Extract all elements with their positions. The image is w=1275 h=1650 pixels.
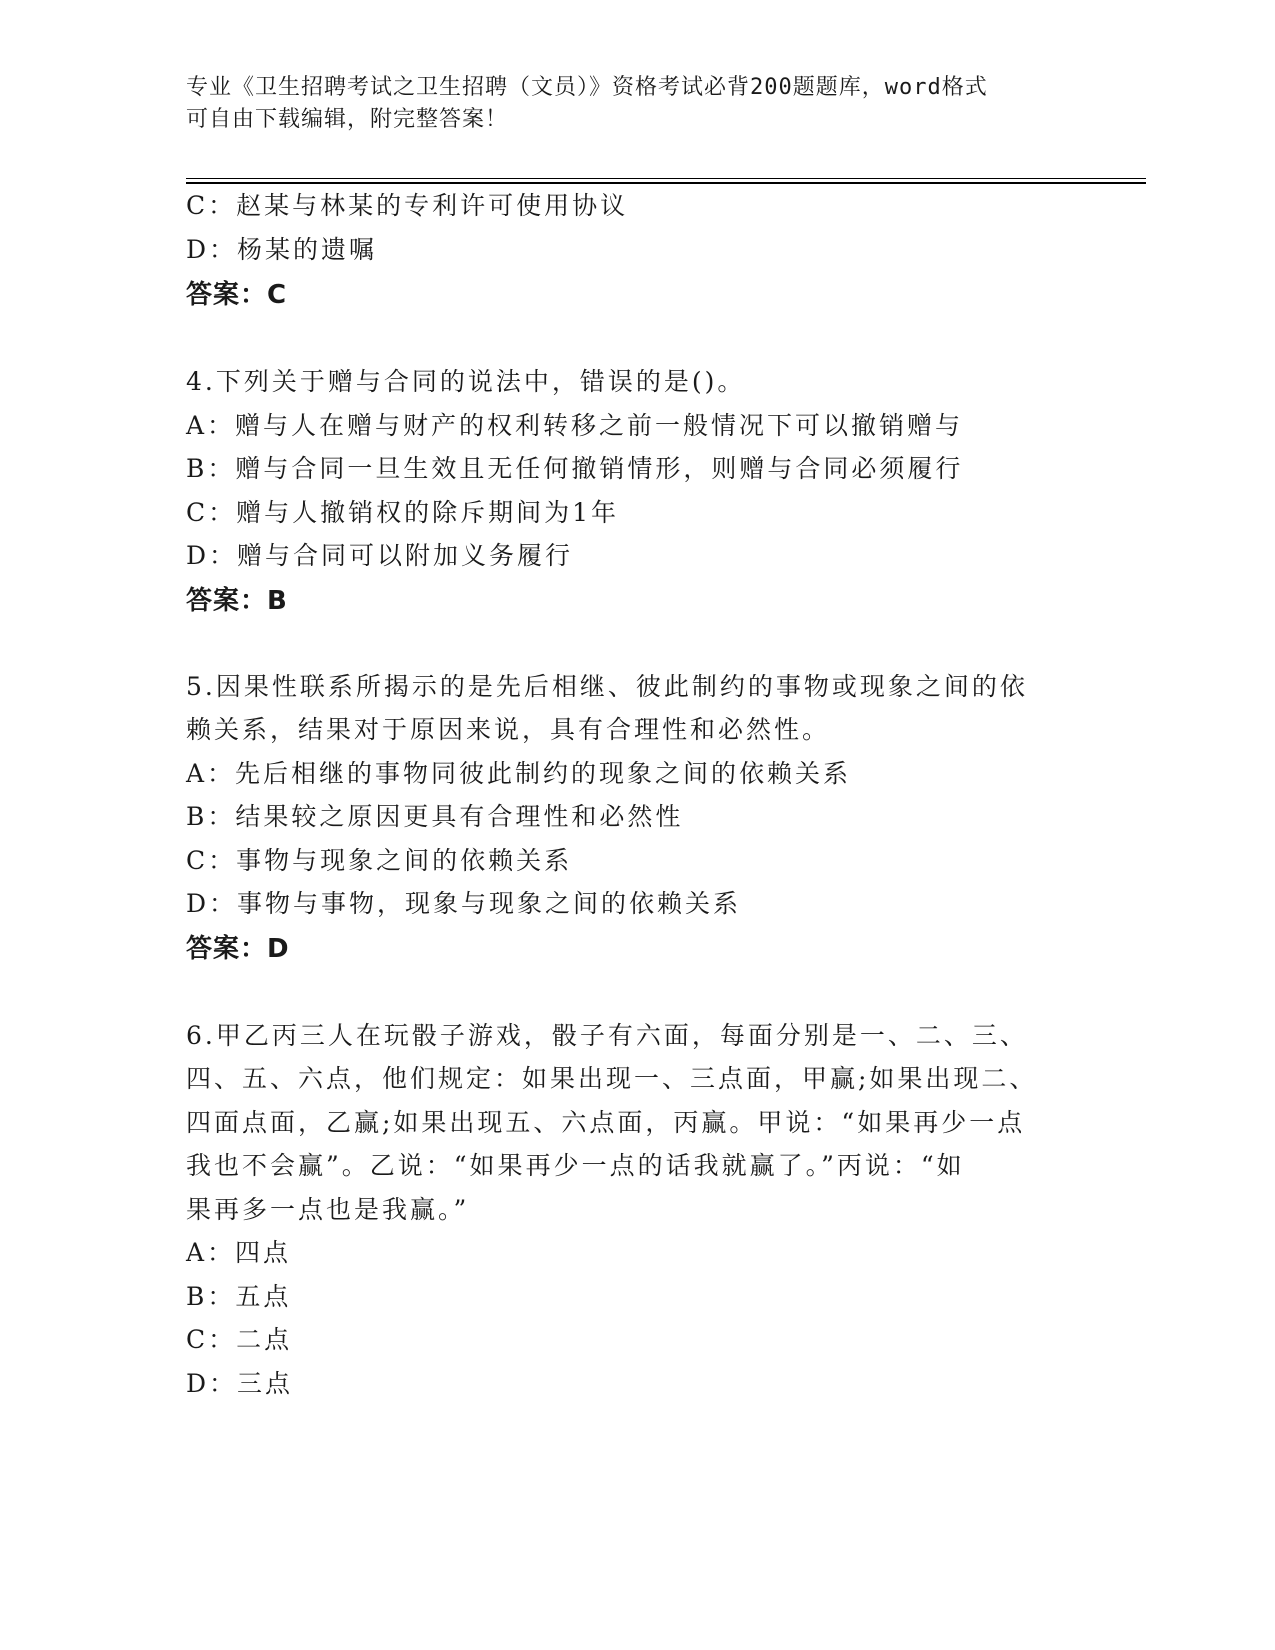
q5-option-d: D：事物与事物，现象与现象之间的依赖关系 xyxy=(186,889,742,918)
q6-stem-line-5: 果再多一点也是我赢。” xyxy=(186,1195,470,1224)
q4-answer: 答案：B xyxy=(186,586,288,616)
q6-option-d: D：三点 xyxy=(186,1369,294,1398)
q5-stem-line-2: 赖关系，结果对于原因来说，具有合理性和必然性。 xyxy=(186,715,831,744)
q6-option-c: C：二点 xyxy=(186,1325,293,1354)
q6-stem-line-1: 6.甲乙丙三人在玩骰子游戏，骰子有六面，每面分别是一、二、三、 xyxy=(186,1021,1028,1050)
q5-stem-line-1: 5.因果性联系所揭示的是先后相继、彼此制约的事物或现象之间的依 xyxy=(186,672,1028,701)
q5-option-c: C：事物与现象之间的依赖关系 xyxy=(186,846,573,875)
q6-stem-line-3: 四面点面，乙赢;如果出现五、六点面，丙赢。甲说：“如果再少一点 xyxy=(186,1108,1026,1137)
q5-option-b: B：结果较之原因更具有合理性和必然性 xyxy=(186,802,684,831)
q4-option-a: A：赠与人在赠与财产的权利转移之前一般情况下可以撤销赠与 xyxy=(186,411,964,440)
q4-option-b: B：赠与合同一旦生效且无任何撤销情形，则赠与合同必须履行 xyxy=(186,454,964,483)
document-header xyxy=(186,72,1086,136)
q4-stem: 4.下列关于赠与合同的说法中，错误的是()。 xyxy=(186,367,746,396)
header-line-1: 专业《卫生招聘考试之卫生招聘（文员）》资格考试必背200题题库，word格式 xyxy=(186,75,988,100)
q6-stem-line-2: 四、五、六点，他们规定：如果出现一、三点面，甲赢;如果出现二、 xyxy=(186,1064,1038,1093)
q6-stem-line-4: 我也不会赢”。乙说：“如果再少一点的话我就赢了。”丙说：“如 xyxy=(186,1151,965,1180)
q3-answer: 答案：C xyxy=(186,280,288,310)
q6-option-a: A：四点 xyxy=(186,1238,292,1267)
q3-option-c: C：赵某与林某的专利许可使用协议 xyxy=(186,191,629,220)
header-line-2: 可自由下载编辑，附完整答案！ xyxy=(186,107,509,132)
header-divider-thick xyxy=(186,182,1146,184)
q6-option-b: B：五点 xyxy=(186,1282,292,1311)
q4-option-c: C：赠与人撤销权的除斥期间为1年 xyxy=(186,498,620,527)
header-divider-thin xyxy=(186,178,1146,179)
q3-option-d: D：杨某的遗嘱 xyxy=(186,235,378,264)
q5-answer: 答案：D xyxy=(186,934,290,964)
q4-option-d: D：赠与合同可以附加义务履行 xyxy=(186,541,574,570)
q5-option-a: A：先后相继的事物同彼此制约的现象之间的依赖关系 xyxy=(186,759,852,788)
